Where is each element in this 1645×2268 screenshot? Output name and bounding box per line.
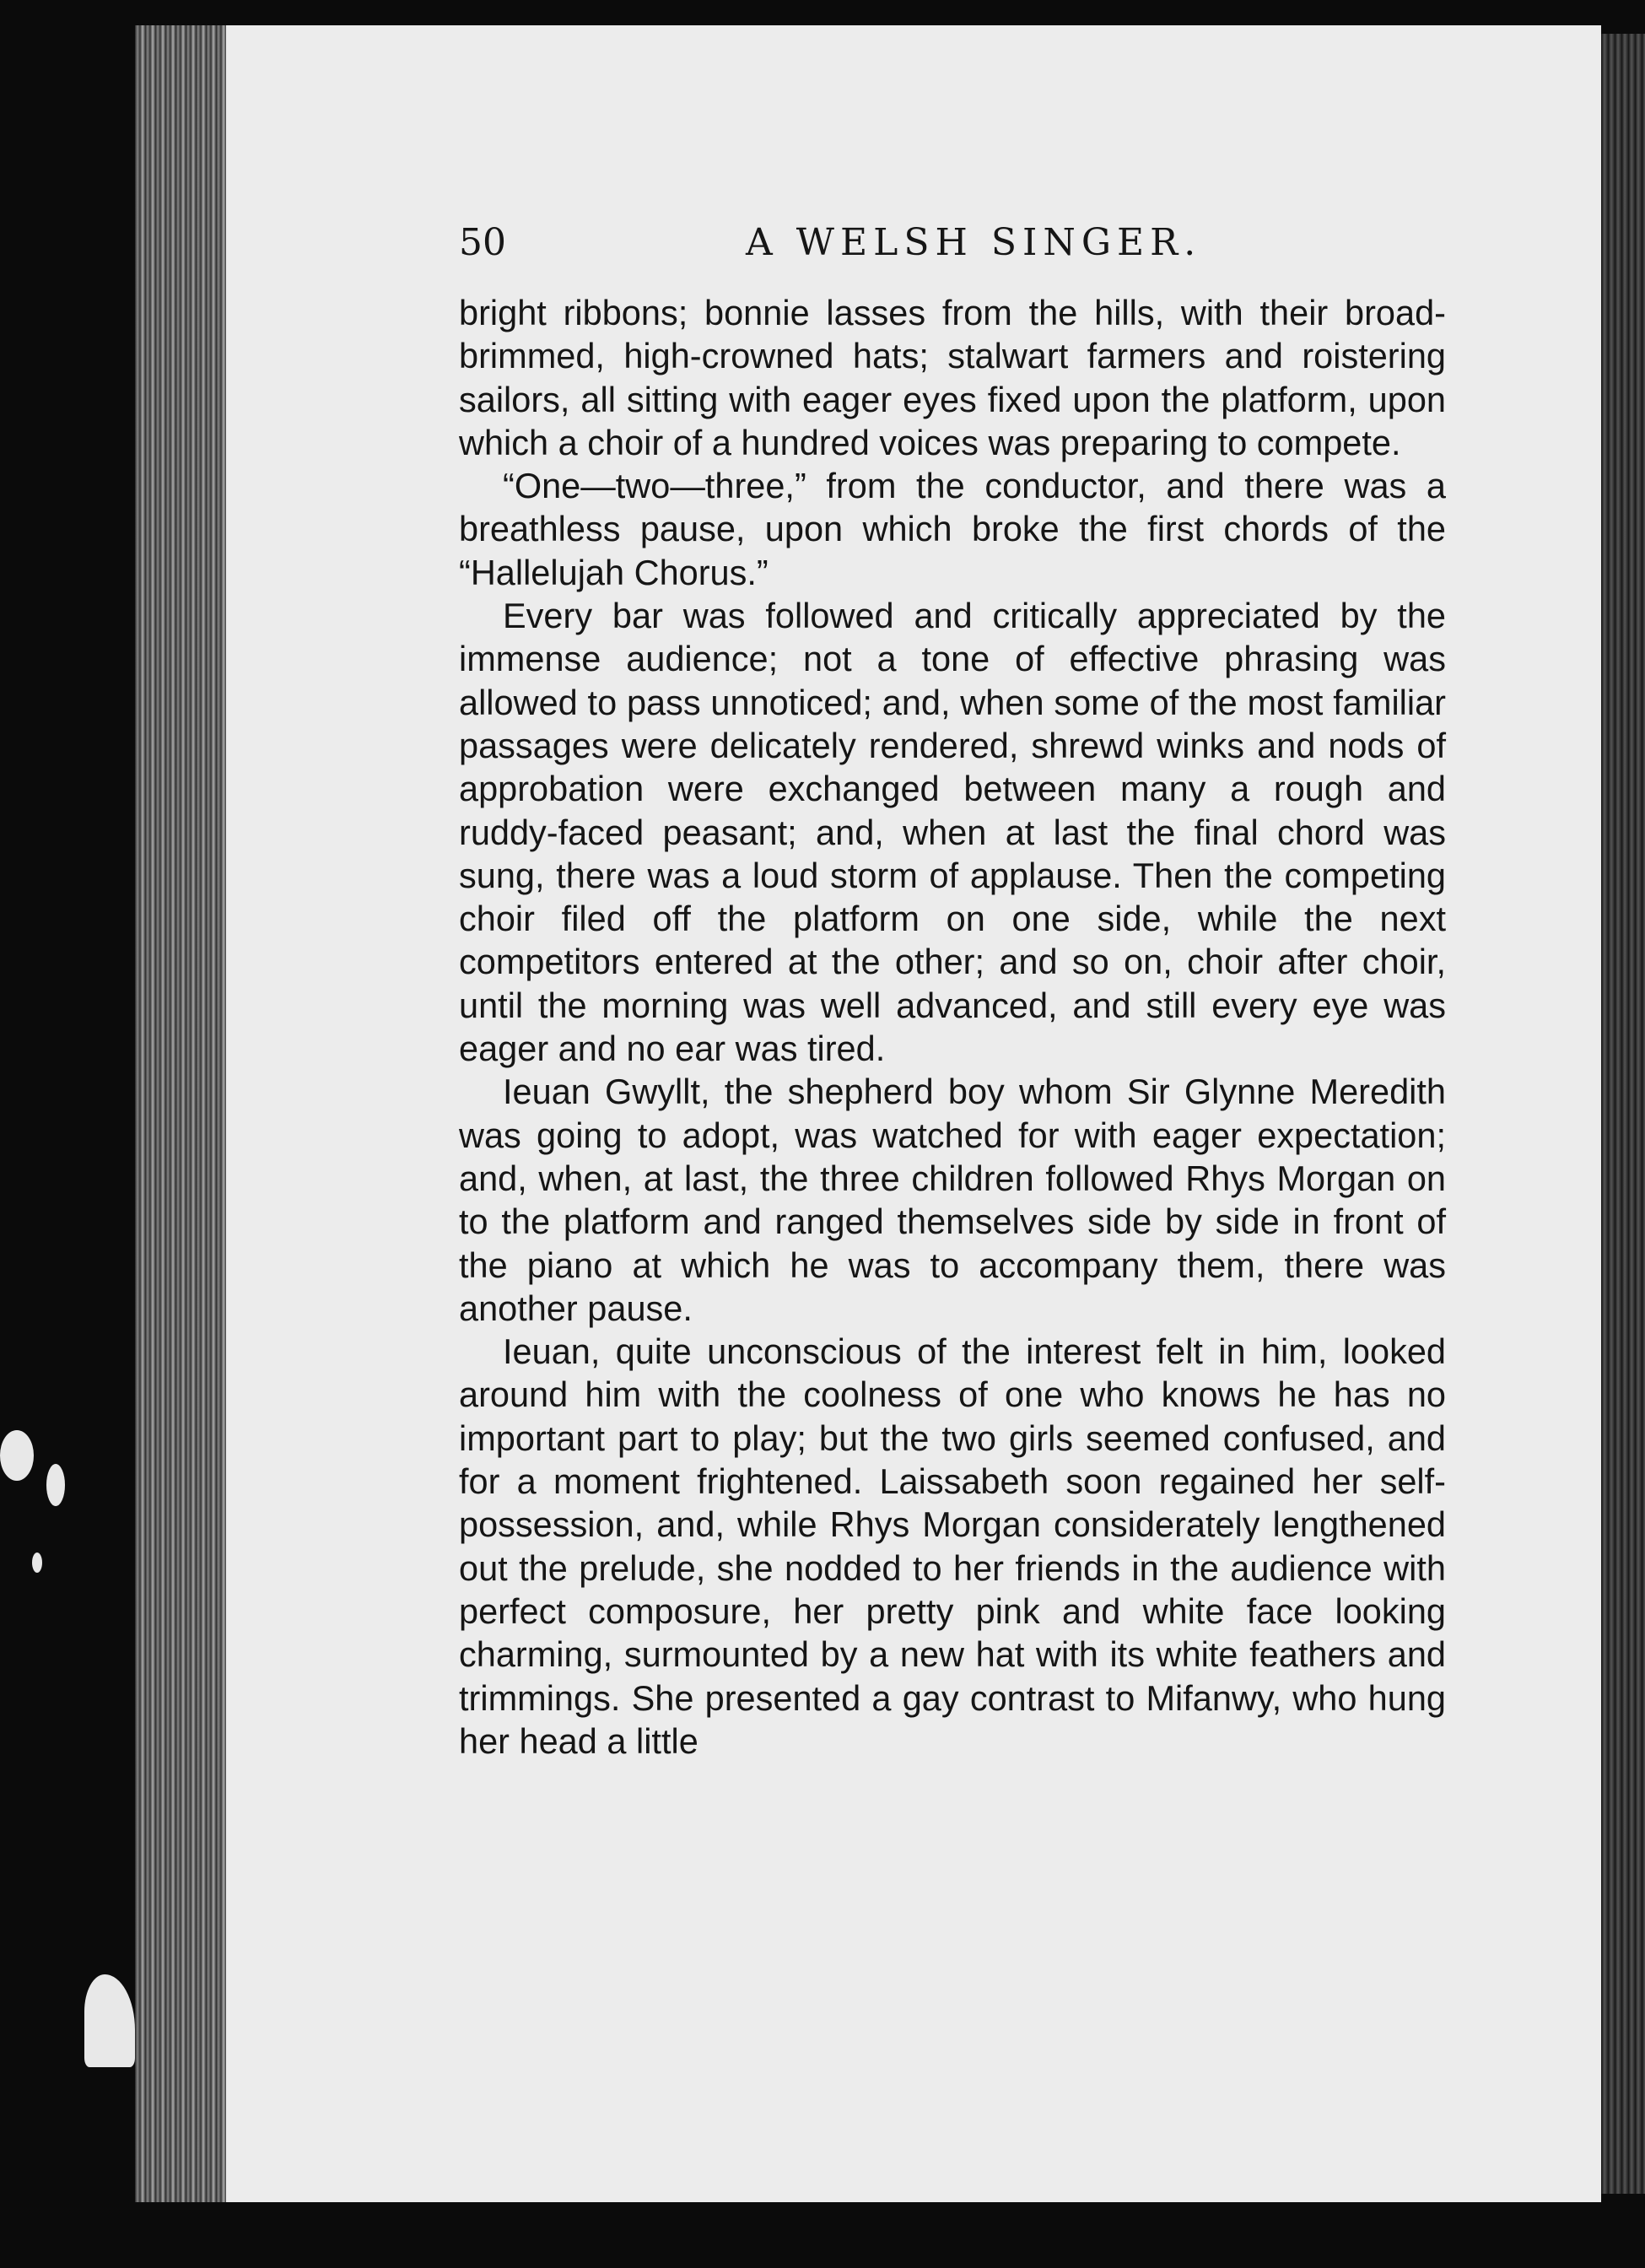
paragraph: Every bar was followed and critically appreciated by the immense audience; not a tone of effective phrasing was allowed to pass unnoticed; and, when some of the most familiar passages were delicately rendered, shrewd winks and nods of approbation were exchanged between many a rough and ruddy-faced peasant; and, when at last the final chord was sung, there was a loud storm of applause. Then the competing choir filed off the platform on one side, while the next competitors entered at the other; and so on, choir after choir, until the morning was well advanced, and still every eye was eager and no ear was tired. <box>459 596 1446 1069</box>
paragraph: bright ribbons; bonnie lasses from the hills, with their broad-brimmed, high-crowned hats; stalwart farmers and roistering sailors, all sitting with eager eyes fixed upon the platform, upon which a choir of a hundred voices was preparing to compete. <box>459 293 1446 462</box>
book-spine-edge <box>135 25 228 2202</box>
paper-speck <box>32 1552 42 1573</box>
body-text <box>459 291 1446 1763</box>
paragraph: Ieuan Gwyllt, the shepherd boy whom Sir Glynne Meredith was going to adopt, was watched for with eager expectation; and, when, at last, the three children followed Rhys Morgan on to the platform and ranged themselves side by side in front of the piano at which he was to accompany them, there was another pause. <box>459 1072 1446 1328</box>
paper-speck <box>46 1464 65 1506</box>
paragraph: Ieuan, quite unconscious of the interest felt in him, looked around him with the coolness of one who knows he has no important part to play; but the two girls seemed confused, and for a moment frightened. Laissabeth soon regained her self-possession, and, while Rhys Morgan considerately lengthened out the prelude, she nodded to her friends in the audience with perfect composure, her pretty pink and white face looking charming, surmounted by a new hat with its white feathers and trimmings. She presented a gay contrast to Mifanwy, who hung her head a little <box>459 1331 1446 1761</box>
running-title: A WELSH SINGER. <box>746 221 1202 264</box>
paper-speck <box>0 1430 34 1481</box>
page-edge-right <box>1601 34 1645 2194</box>
paper-speck <box>84 1974 135 2067</box>
page-number: 50 <box>459 221 506 264</box>
page-header <box>459 221 1446 272</box>
page-edge-bottom <box>135 2202 1645 2268</box>
paragraph: “One—two—three,” from the conductor, and there was a breathless pause, upon which broke the first chords of the “Hallelujah Chorus.” <box>459 466 1446 592</box>
